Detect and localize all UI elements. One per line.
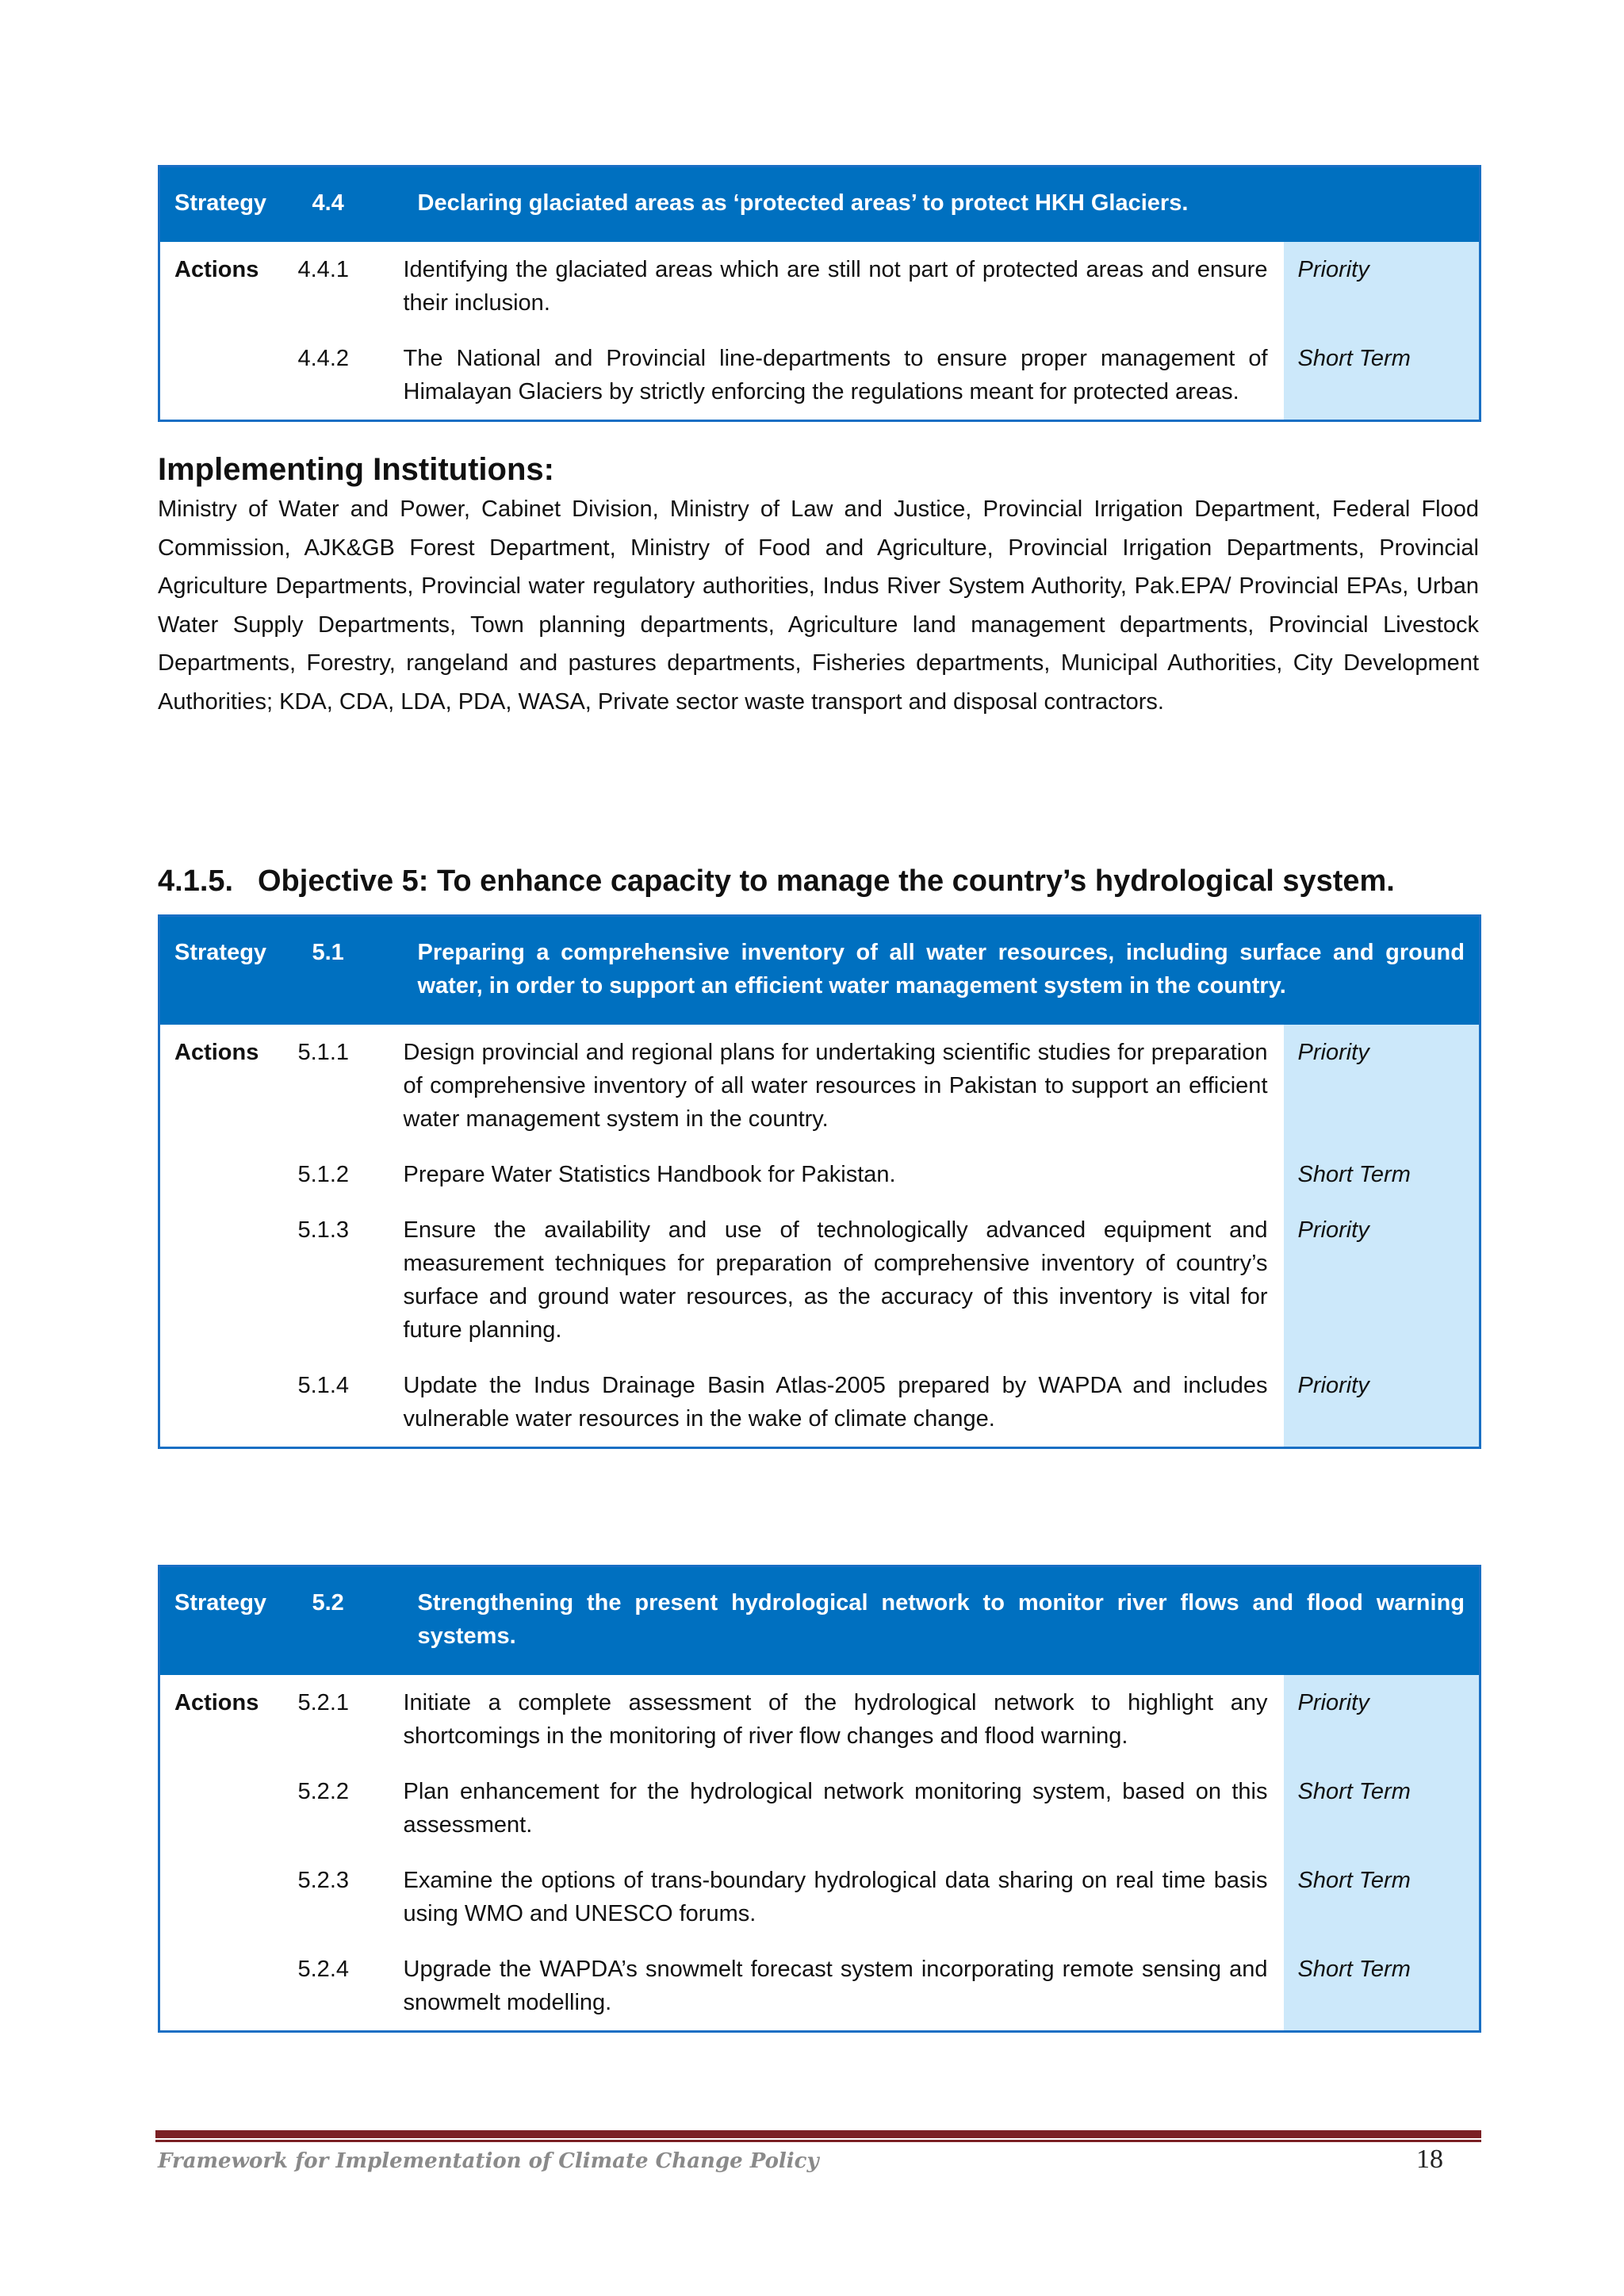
action-number: 5.1.1	[297, 1040, 349, 1065]
action-number: 5.2.3	[297, 1868, 349, 1893]
footer-rule-thin	[155, 2140, 1481, 2142]
action-number: 5.2.1	[297, 1690, 349, 1715]
action-text: Initiate a complete assessment of the hydrological network to highlight any shortcomings in the monitoring of river flow changes and flood warning.	[403, 1690, 1268, 1749]
action-row	[159, 1764, 1480, 1853]
strategy-4-4-table	[158, 165, 1481, 422]
action-priority: Priority	[1284, 1675, 1480, 1764]
action-number: 5.1.3	[297, 1217, 349, 1243]
strategy-5-2-table	[158, 1565, 1481, 2033]
implementing-institutions-text: Ministry of Water and Power, Cabinet Division, Ministry of Law and Justice, Provincial Irrigation Department, Federal Flood Commission, AJK&GB Forest Department, Ministry of Food and Agriculture, Provincial Irrigation Departments, Provincial Agriculture Departments, Provincial water regulatory authorities, Indus River System Authority, Pak.EPA/ Provincial EPAs, Urban Water Supply Departments, Town planning departments, Agriculture land management departments, Provincial Livestock Departments, Forestry, rangeland and pastures departments, Fisheries departments, Municipal Authorities, City Development Authorities; KDA, CDA, LDA, PDA, WASA, Private sector waste transport and disposal contractors.	[158, 496, 1479, 715]
action-priority: Short Term	[1284, 1853, 1480, 1941]
action-row	[159, 331, 1480, 421]
action-text: Design provincial and regional plans for undertaking scientific studies for preparation of comprehensive inventory of all water resources in Pakistan to support an efficient water management system in the country.	[403, 1040, 1268, 1132]
action-row	[159, 1675, 1480, 1764]
page-number: 18	[1416, 2145, 1443, 2174]
strategy-5-1-table	[158, 914, 1481, 1449]
action-row	[159, 1202, 1480, 1358]
strategy-label: Strategy	[159, 1566, 298, 1676]
action-priority: Short Term	[1284, 1941, 1480, 2032]
action-row	[159, 242, 1480, 331]
strategy-header-row	[159, 1566, 1480, 1676]
action-number: 5.2.4	[297, 1957, 349, 1982]
action-text: Ensure the availability and use of technologically advanced equipment and measurement techniques for preparation of comprehensive inventory of country’s surface and ground water resources, as the accuracy of this inventory is vital for future planning.	[403, 1217, 1268, 1343]
action-number: 4.4.1	[297, 257, 349, 282]
strategy-header-row	[159, 167, 1480, 243]
action-number: 5.1.4	[297, 1373, 349, 1398]
action-priority: Priority	[1284, 1025, 1480, 1147]
action-priority: Priority	[1284, 1202, 1480, 1358]
action-text: The National and Provincial line-departments to ensure proper management of Himalayan Glaciers by strictly enforcing the regulations meant for protected areas.	[403, 346, 1268, 404]
implementing-institutions-heading: Implementing Institutions:	[158, 452, 554, 487]
strategy-title: Strengthening the present hydrological network to monitor river flows and flood warning systems.	[404, 1566, 1480, 1676]
action-row	[159, 1147, 1480, 1202]
action-number: 4.4.2	[297, 346, 349, 371]
action-text: Prepare Water Statistics Handbook for Pakistan.	[403, 1162, 896, 1187]
action-priority: Priority	[1284, 1358, 1480, 1448]
strategy-label: Strategy	[159, 916, 298, 1025]
action-text: Update the Indus Drainage Basin Atlas-2005 prepared by WAPDA and includes vulnerable water resources in the wake of climate change.	[403, 1373, 1268, 1432]
strategy-header-row	[159, 916, 1480, 1025]
action-text: Identifying the glaciated areas which are still not part of protected areas and ensure their inclusion.	[403, 257, 1268, 316]
strategy-number: 5.1	[298, 916, 404, 1025]
footer-title: Framework for Implementation of Climate Change Policy	[158, 2149, 819, 2173]
objective-heading	[158, 861, 1395, 902]
action-priority: Short Term	[1284, 1147, 1480, 1202]
action-row	[159, 1025, 1480, 1147]
action-text: Upgrade the WAPDA’s snowmelt forecast system incorporating remote sensing and snowmelt modelling.	[403, 1957, 1268, 2015]
actions-label: Actions	[174, 1690, 259, 1715]
actions-label: Actions	[174, 257, 259, 282]
action-priority: Short Term	[1284, 331, 1480, 421]
action-text: Plan enhancement for the hydrological network monitoring system, based on this assessment.	[403, 1779, 1268, 1838]
strategy-number: 4.4	[298, 167, 404, 243]
strategy-label: Strategy	[159, 167, 298, 243]
action-row	[159, 1853, 1480, 1941]
objective-number: 4.1.5.	[158, 864, 234, 898]
action-number: 5.2.2	[297, 1779, 349, 1804]
footer-rule	[155, 2130, 1481, 2138]
action-priority: Short Term	[1284, 1764, 1480, 1853]
action-row	[159, 1358, 1480, 1448]
strategy-title: Preparing a comprehensive inventory of all water resources, including surface and ground water, in order to support an efficient water management system in the country.	[404, 916, 1480, 1025]
action-priority: Priority	[1284, 242, 1480, 331]
action-number: 5.1.2	[297, 1162, 349, 1187]
objective-title: Objective 5: To enhance capacity to manage the country’s hydrological system.	[258, 864, 1395, 898]
action-text: Examine the options of trans-boundary hydrological data sharing on real time basis using WMO and UNESCO forums.	[403, 1868, 1268, 1926]
action-row	[159, 1941, 1480, 2032]
strategy-number: 5.2	[298, 1566, 404, 1676]
actions-label: Actions	[174, 1040, 259, 1065]
strategy-title: Declaring glaciated areas as ‘protected areas’ to protect HKH Glaciers.	[404, 167, 1480, 243]
